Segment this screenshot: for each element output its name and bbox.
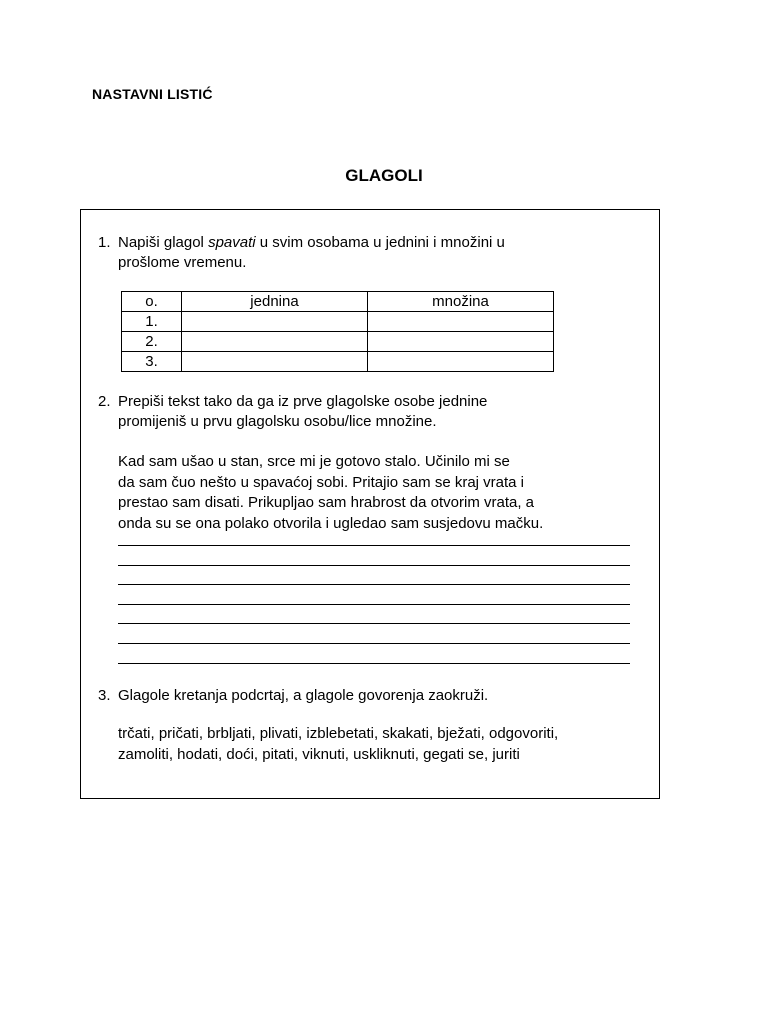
answer-lines	[118, 545, 630, 682]
header-singular: jednina	[182, 292, 368, 312]
answer-line[interactable]	[118, 623, 630, 624]
task-3-instructions	[98, 686, 638, 706]
answer-line[interactable]	[118, 565, 630, 566]
passage-line: prestao sam disati. Prikupljao sam hrabrost da otvorim vrata, a	[118, 494, 535, 511]
task-1-instructions	[98, 233, 618, 273]
answer-line[interactable]	[118, 663, 630, 664]
answer-line[interactable]	[118, 643, 630, 644]
answer-line[interactable]	[118, 604, 630, 605]
table-row	[122, 352, 554, 372]
task-2-instructions	[98, 392, 618, 432]
plural-cell[interactable]	[368, 312, 554, 332]
passage-line: da sam čuo nešto u spavaćoj sobi. Pritajio sam se kraj vrata i	[118, 473, 525, 491]
task-3-number: 3.	[98, 687, 111, 704]
worksheet-label: NASTAVNI LISTIĆ	[92, 86, 213, 102]
verb-list	[118, 724, 658, 765]
plural-cell[interactable]	[368, 352, 554, 372]
task-1-text-line2: prošlome vremenu.	[118, 254, 247, 271]
singular-cell[interactable]	[182, 332, 368, 352]
row-person: 1.	[122, 312, 182, 332]
task-1-text-after: u svim osobama u jednini i množini u	[255, 234, 505, 251]
verb-list-line: trčati, pričati, brbljati, plivati, izblebetati, skakati, bježati, odgovoriti,	[118, 725, 559, 742]
task-2-text-line2: promijeniš u prvu glagolsku osobu/lice množine.	[118, 413, 437, 430]
singular-cell[interactable]	[182, 312, 368, 332]
source-passage	[118, 452, 648, 534]
header-plural: množina	[368, 292, 554, 312]
table-header-row	[122, 292, 554, 312]
task-2-number: 2.	[98, 393, 111, 410]
answer-line[interactable]	[118, 584, 630, 585]
row-person: 3.	[122, 352, 182, 372]
table-row	[122, 312, 554, 332]
passage-line: onda su se ona polako otvorila i ugledao sam susjedovu mačku.	[118, 514, 544, 532]
task-1-verb: spavati	[208, 234, 256, 251]
page-title: GLAGOLI	[345, 166, 423, 185]
verb-list-line: zamoliti, hodati, doći, pitati, viknuti, uskliknuti, gegati se, juriti	[118, 745, 520, 763]
answer-line[interactable]	[118, 545, 630, 546]
task-1-number: 1.	[98, 234, 111, 251]
task-1-text-before: Napiši glagol	[118, 234, 209, 251]
passage-line: Kad sam ušao u stan, srce mi je gotovo stalo. Učinilo mi se	[118, 453, 510, 470]
task-3-text: Glagole kretanja podcrtaj, a glagole govorenja zaokruži.	[118, 687, 489, 704]
conjugation-table	[121, 291, 554, 372]
header-person: o.	[122, 292, 182, 312]
plural-cell[interactable]	[368, 332, 554, 352]
row-person: 2.	[122, 332, 182, 352]
table-row	[122, 332, 554, 352]
singular-cell[interactable]	[182, 352, 368, 372]
task-2-text-line1: Prepiši tekst tako da ga iz prve glagolske osobe jednine	[118, 393, 488, 410]
